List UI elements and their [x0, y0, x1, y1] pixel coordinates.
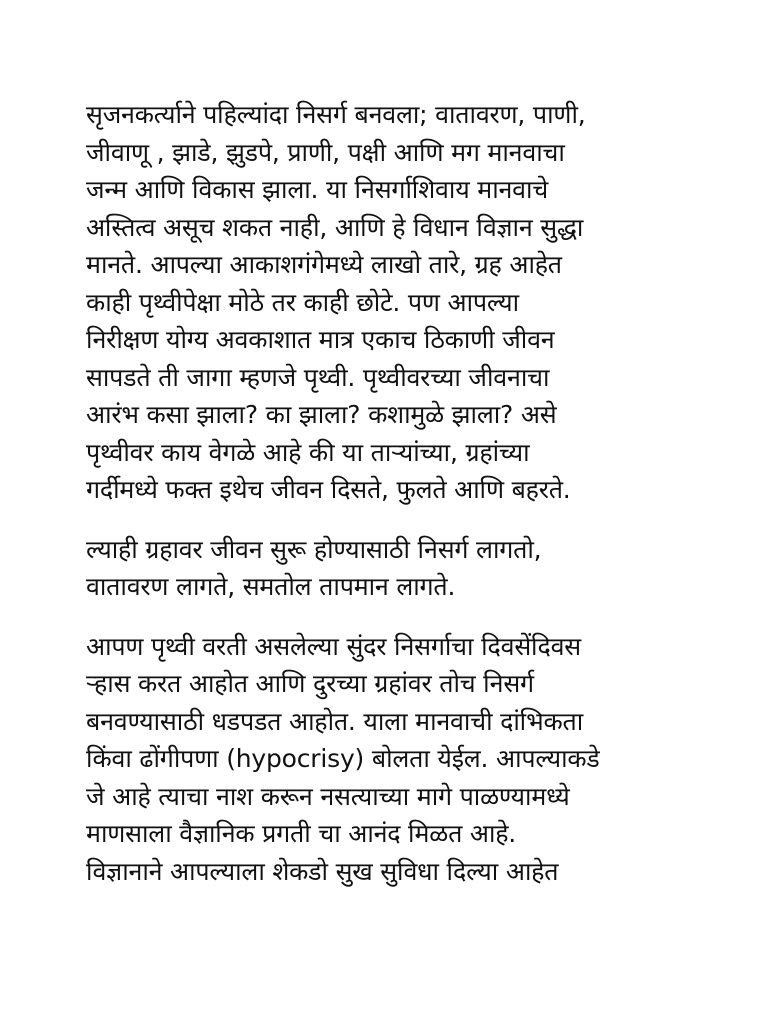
text-line: विज्ञानाने आपल्याला शेकडो सुख सुविधा दिल्या आहेत	[86, 856, 559, 886]
text-line: जीवाणू , झाडे, झुडपे, प्राणी, पक्षी आणि मग मानवाचा	[86, 137, 565, 167]
text-line: निरीक्षण योग्य अवकाशात मात्र एकाच ठिकाणी जीवन	[86, 325, 555, 354]
text-line: बनवण्यासाठी धडपडत आहोत. याला मानवाची दांभिकता	[86, 706, 584, 736]
text-line: जे आहे त्याचा नाश करून नसत्याच्या मागे पाळण्यामध्ये	[86, 781, 570, 811]
paragraph-1	[86, 96, 688, 509]
paragraph-2	[86, 531, 688, 606]
paragraph-3	[86, 628, 688, 891]
text-line: सृजनकर्त्याने पहिल्यांदा निसर्ग बनवला; वातावरण, पाणी,	[86, 100, 586, 129]
text-line: अस्तित्व असूच शकत नाही, आणि हे विधान विज्ञान सुद्धा	[86, 212, 584, 242]
text-line: आपण पृथ्वी वरती असलेल्या सुंदर निसर्गाचा दिवसेंदिवस	[86, 631, 581, 661]
text-line: ऱ्हास करत आहोत आणि दुरच्या ग्रहांवर तोच निसर्ग	[86, 669, 534, 698]
text-line: गर्दीमध्ये फक्त इथेच जीवन दिसते, फुलते आणि बहरते.	[86, 475, 571, 504]
text-line: काही पृथ्वीपेक्षा मोठे तर काही छोटे. पण आपल्या	[86, 287, 519, 317]
text-line: वातावरण लागते, समतोल तापमान लागते.	[86, 572, 456, 601]
text-line: किंवा ढोंगीपणा (hypocrisy) बोलता येईल. आपल्याकडे	[86, 744, 600, 773]
text-line: आरंभ कसा झाला? का झाला? कशामुळे झाला? असे	[86, 400, 557, 429]
text-line: पृथ्वीवर काय वेगळे आहे की या ताऱ्यांच्या, ग्रहांच्या	[86, 437, 530, 467]
text-line: ल्याही ग्रहावर जीवन सुरू होण्यासाठी निसर्ग लागतो,	[86, 534, 542, 564]
text-line: जन्म आणि विकास झाला. या निसर्गाशिवाय मानवाचे	[86, 175, 549, 204]
text-line: सापडते ती जागा म्हणजे पृथ्वी. पृथ्वीवरच्या जीवनाचा	[86, 362, 550, 392]
text-line: मानते. आपल्या आकाशगंगेमध्ये लाखो तारे, ग्रह आहेत	[86, 250, 562, 279]
text-line: माणसाला वैज्ञानिक प्रगती चा आनंद मिळत आहे.	[86, 819, 517, 848]
